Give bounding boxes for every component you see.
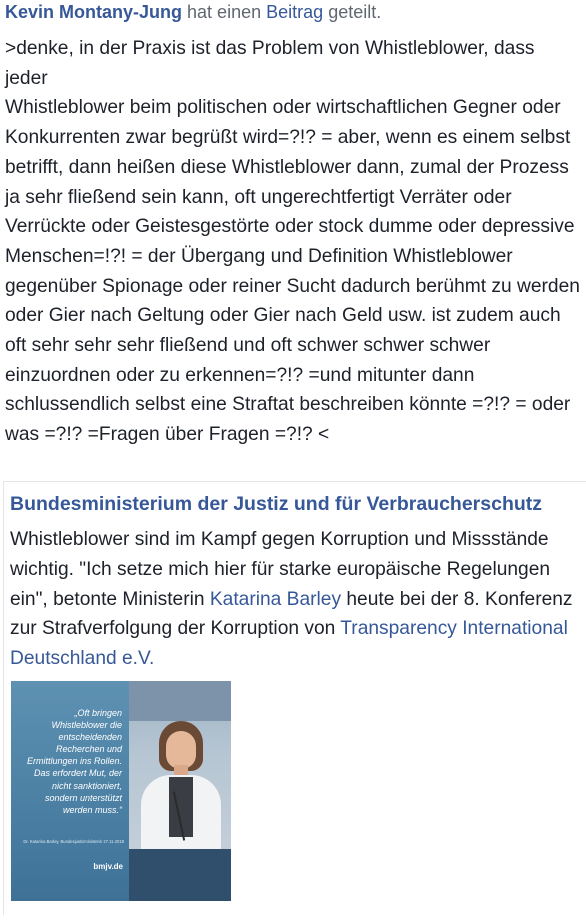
quote-panel: [11, 681, 129, 901]
photo-background: [129, 681, 231, 721]
image-quote-text: „Oft bringen Whistleblower die entscheidenden Recherchen und Ermittlungen ins Rollen. Das erfordert Mut, der nicht sanktioniert, sondern unterstützt werden muss.“: [26, 708, 122, 815]
header-text-geteilt: geteilt.: [328, 2, 382, 22]
speaker-photo: [129, 681, 231, 901]
shared-post-link[interactable]: Beitrag: [266, 2, 324, 22]
image-quote-author: Dr. Katarina Barley, Bundesjustizministerin 27.11.2018: [23, 839, 124, 844]
shared-text-part-2: heute bei der 8. Konferenz zur Strafverfolgung der Korruption von: [10, 588, 573, 640]
post-header: [5, 0, 581, 24]
header-text-shared: hat einen: [187, 2, 262, 22]
shared-post-image[interactable]: [11, 681, 231, 901]
lectern: [129, 849, 231, 901]
speaker-face: [166, 731, 196, 769]
shared-text-part-1: Whistleblower sind im Kampf gegen Korruption und Missstände wichtig. "Ich setze mich hier für starke europäische Regelungen ein", betonte Ministerin: [10, 529, 551, 610]
transparency-international-link[interactable]: Transparency International Deutschland e.V.: [10, 618, 568, 670]
katarina-barley-link[interactable]: Katarina Barley: [209, 588, 342, 610]
shared-post-card[interactable]: [3, 481, 586, 915]
image-brand-logo: bmjv.de: [93, 862, 123, 871]
shared-page-name[interactable]: Bundesministerium der Justiz und für Verbraucherschutz: [10, 493, 543, 515]
author-link[interactable]: Kevin Montany-Jung: [5, 2, 183, 22]
shared-post-text: [10, 525, 578, 674]
post-body-text: >denke, in der Praxis ist das Problem von Whistleblower, dass jeder Whistleblower beim politischen oder wirtschaftlichen Gegner oder Konkurrenten zwar begrüßt wird=?!? = aber, wenn es einem selbst betrifft, dann heißen diese Whistleblower dann, zumal der Prozess ja sehr fließend sein kann, oft ungerechtfertigt Verräter oder Verrückte oder Geistesgestörte oder stock dumme oder depressive Menschen=!?! = der Übergang und Definition Whistleblower gegenüber Spionage oder reiner Sucht dadurch berühmt zu werden oder Gier nach Geltung oder Gier nach Geld usw. ist zudem auch oft sehr sehr sehr fließend und oft schwer schwer schwer einzuordnen oder zu erkennen=?!? =und mitunter dann schlussendlich selbst eine Straftat beschreiben könnte =?!? = oder was =?!? =Fragen über Fragen =?!? <: [5, 38, 580, 446]
